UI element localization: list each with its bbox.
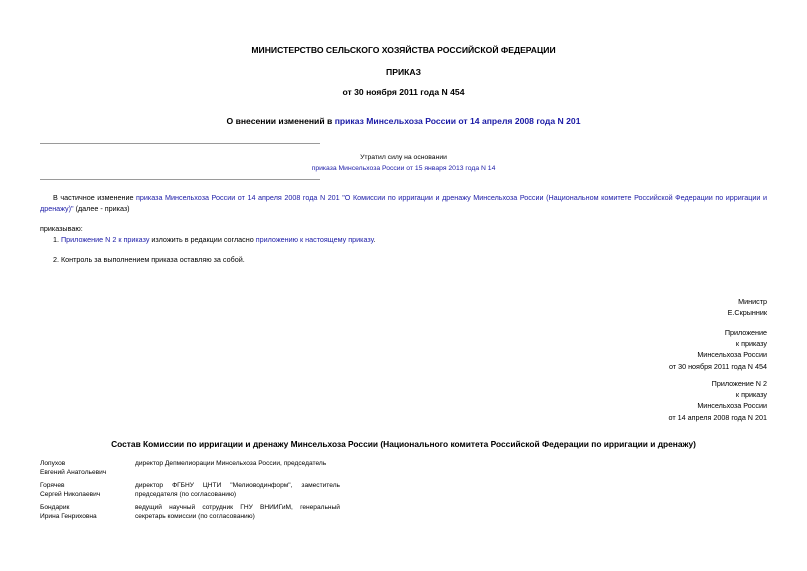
intro-link[interactable]: приказа Минсельхоза России от 14 апреля 2008 года N 201 "О Комиссии по ирригации и дренажу Минсельхоза России (Национальном комитете Российской Федерации по ирригации и дренажу)" <box>40 193 767 213</box>
item-1 <box>53 234 375 245</box>
status-line1: Утратил силу на основании <box>360 154 447 161</box>
doc-type: ПРИКАЗ <box>386 67 421 77</box>
appendix-2-line: Приложение N 2 <box>711 379 767 388</box>
member-name <box>40 499 135 521</box>
signature-title: Министр <box>738 297 767 306</box>
member-name <box>40 459 135 477</box>
subject-prefix: О внесении изменений в <box>226 116 335 126</box>
members-table <box>40 459 340 521</box>
status-rule-top <box>40 143 320 144</box>
appendix-1-line: к приказу <box>735 339 767 349</box>
appendix-1-line: от 30 ноября 2011 года N 454 <box>668 361 767 371</box>
status-rule-bottom <box>40 179 320 180</box>
member-surname: Бондарик <box>40 504 70 511</box>
appendix-2-block <box>668 378 767 423</box>
signature-name: Е.Скрынник <box>727 308 767 318</box>
item-2: 2. Контроль за выполнением приказа оставляю за собой. <box>53 255 245 264</box>
member-position: директор Депмелиорации Минсельхоза России, председатель <box>135 460 327 467</box>
table-row <box>40 499 340 521</box>
item1-link-attachment[interactable]: приложению к настоящему приказу <box>255 235 374 244</box>
appendix-2-line: Минсельхоза России <box>697 401 767 411</box>
member-position: ведущий научный сотрудник ГНУ ВНИИГиМ, генеральный секретарь комиссии (по согласованию) <box>135 504 340 520</box>
appendix-1-line: Приложение <box>724 328 767 337</box>
member-given-name: Евгений Анатольевич <box>40 469 107 476</box>
item1-text: изложить в редакции согласно <box>149 235 256 244</box>
member-name <box>40 477 135 499</box>
document-subject <box>0 116 807 126</box>
member-given-name: Ирина Генриховна <box>40 513 97 520</box>
date-line: от 30 ноября 2011 года N 454 <box>342 87 465 97</box>
member-surname: Лопухов <box>40 460 66 467</box>
intro-text: В частичное изменение <box>53 193 137 202</box>
orders-text: приказываю: <box>40 224 83 233</box>
signature-block <box>728 296 767 318</box>
appendix-1-block <box>669 327 767 372</box>
item1-link-appendix[interactable]: Приложение N 2 к приказу <box>61 235 150 244</box>
member-surname: Горячев <box>40 482 65 489</box>
composition-title: Состав Комиссии по ирригации и дренажу Минсельхоза России (Национального комитета Российской Федерации по ирригации и дренажу) <box>111 439 696 449</box>
paragraph-intro <box>40 192 767 214</box>
appendix-2-line: к приказу <box>735 390 767 400</box>
item1-number: 1. <box>53 235 61 244</box>
member-position: директор ФГБНУ ЦНТИ "Мелиоводинформ", заместитель председателя (по согласованию) <box>135 482 340 498</box>
status-link[interactable]: приказа Минсельхоза России от 15 января 2013 года N 14 <box>311 165 496 172</box>
table-row <box>40 459 340 477</box>
member-given-name: Сергей Николаевич <box>40 491 101 498</box>
appendix-1-line: Минсельхоза России <box>697 350 767 360</box>
item1-end: . <box>373 235 376 244</box>
table-row <box>40 477 340 499</box>
appendix-2-line: от 14 апреля 2008 года N 201 <box>668 412 767 422</box>
subject-link[interactable]: приказ Минсельхоза России от 14 апреля 2008 года N 201 <box>334 116 581 126</box>
intro-suffix: (далее - приказ) <box>73 204 130 213</box>
ministry-heading: МИНИСТЕРСТВО СЕЛЬСКОГО ХОЗЯЙСТВА РОССИЙСКОЙ ФЕДЕРАЦИИ <box>251 45 556 55</box>
